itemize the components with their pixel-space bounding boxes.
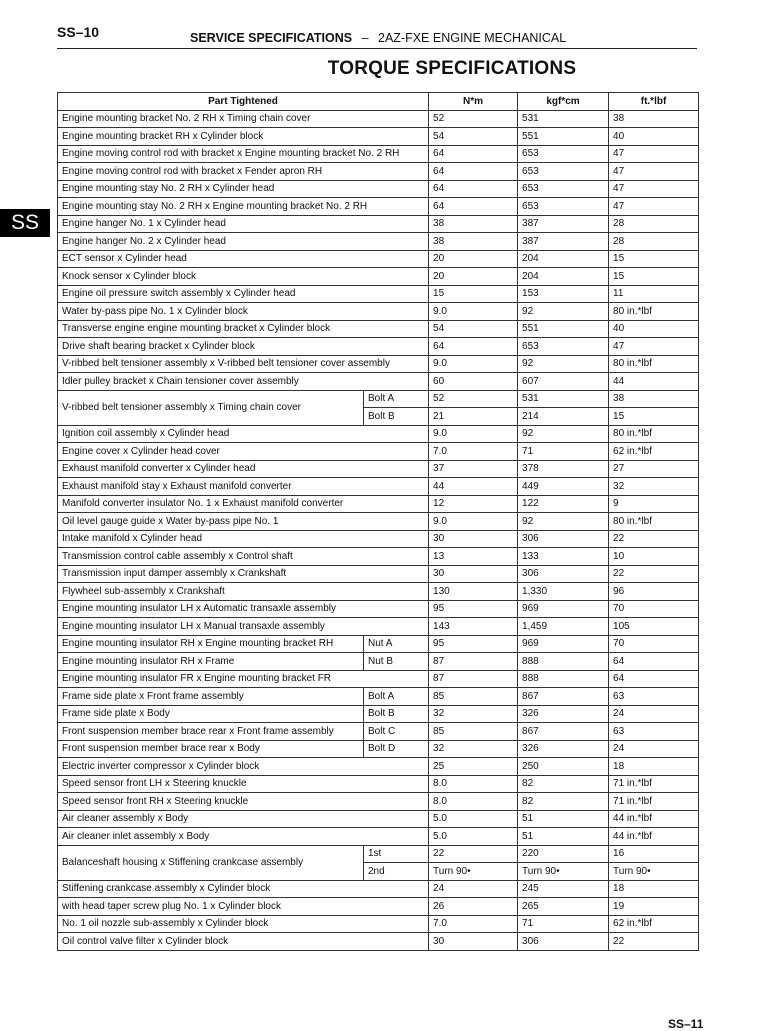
- part-cell: Oil control valve filter x Cylinder block: [58, 933, 429, 951]
- table-row: [58, 425, 699, 443]
- part-cell: with head taper screw plug No. 1 x Cylinder block: [58, 898, 429, 916]
- part-cell: Drive shaft bearing bracket x Cylinder block: [58, 338, 429, 356]
- kgfcm-cell: Turn 90•: [518, 863, 609, 881]
- kgfcm-cell: 250: [518, 758, 609, 776]
- kgfcm-cell: 867: [518, 688, 609, 706]
- nm-cell: 30: [429, 530, 518, 548]
- ftlbf-cell: 44: [609, 373, 699, 391]
- ftlbf-cell: 16: [609, 845, 699, 863]
- part-cell: Ignition coil assembly x Cylinder head: [58, 425, 429, 443]
- section-tab: SS: [0, 209, 50, 237]
- nm-cell: 32: [429, 705, 518, 723]
- part-cell: Engine mounting insulator FR x Engine mounting bracket FR: [58, 670, 429, 688]
- ftlbf-cell: 11: [609, 285, 699, 303]
- sub-label-cell: Bolt B: [364, 408, 429, 426]
- part-cell: Intake manifold x Cylinder head: [58, 530, 429, 548]
- table-row: [58, 145, 699, 163]
- ftlbf-cell: 71 in.*lbf: [609, 775, 699, 793]
- nm-cell: 12: [429, 495, 518, 513]
- nm-cell: 30: [429, 565, 518, 583]
- part-cell: Water by-pass pipe No. 1 x Cylinder block: [58, 303, 429, 321]
- part-cell: Front suspension member brace rear x Body: [58, 740, 364, 758]
- nm-cell: 24: [429, 880, 518, 898]
- nm-cell: 130: [429, 583, 518, 601]
- ftlbf-cell: 96: [609, 583, 699, 601]
- nm-cell: 20: [429, 268, 518, 286]
- nm-cell: 5.0: [429, 810, 518, 828]
- nm-cell: 9.0: [429, 513, 518, 531]
- part-cell: Air cleaner assembly x Body: [58, 810, 429, 828]
- kgfcm-cell: 204: [518, 268, 609, 286]
- part-cell: Frame side plate x Body: [58, 705, 364, 723]
- table-row: [58, 390, 699, 408]
- part-cell: Engine mounting insulator RH x Engine mounting bracket RH: [58, 635, 364, 653]
- table-row: [58, 775, 699, 793]
- table-row: [58, 565, 699, 583]
- part-cell: Manifold converter insulator No. 1 x Exhaust manifold converter: [58, 495, 429, 513]
- column-header-kgfcm: kgf*cm: [518, 93, 609, 111]
- part-cell: Engine moving control rod with bracket x Fender apron RH: [58, 163, 429, 181]
- part-cell: Electric inverter compressor x Cylinder block: [58, 758, 429, 776]
- part-cell: Idler pulley bracket x Chain tensioner cover assembly: [58, 373, 429, 391]
- kgfcm-cell: 92: [518, 425, 609, 443]
- nm-cell: 64: [429, 145, 518, 163]
- table-row: [58, 845, 699, 863]
- nm-cell: 52: [429, 110, 518, 128]
- sub-label-cell: 2nd: [364, 863, 429, 881]
- table-row: [58, 915, 699, 933]
- header-separator: –: [361, 31, 369, 45]
- nm-cell: 87: [429, 653, 518, 671]
- ftlbf-cell: 38: [609, 110, 699, 128]
- table-row: [58, 810, 699, 828]
- header-rule: [57, 48, 697, 49]
- part-cell: Transverse engine engine mounting bracket x Cylinder block: [58, 320, 429, 338]
- table-row: [58, 355, 699, 373]
- kgfcm-cell: 387: [518, 233, 609, 251]
- nm-cell: Turn 90•: [429, 863, 518, 881]
- part-cell: Balanceshaft housing x Stiffening crankcase assembly: [58, 845, 364, 880]
- kgfcm-cell: 888: [518, 653, 609, 671]
- kgfcm-cell: 92: [518, 355, 609, 373]
- kgfcm-cell: 245: [518, 880, 609, 898]
- kgfcm-cell: 82: [518, 775, 609, 793]
- kgfcm-cell: 653: [518, 163, 609, 181]
- ftlbf-cell: 18: [609, 880, 699, 898]
- ftlbf-cell: 15: [609, 408, 699, 426]
- nm-cell: 26: [429, 898, 518, 916]
- nm-cell: 85: [429, 723, 518, 741]
- nm-cell: 9.0: [429, 303, 518, 321]
- table-row: [58, 233, 699, 251]
- table-row: [58, 215, 699, 233]
- part-cell: V-ribbed belt tensioner assembly x Timing chain cover: [58, 390, 364, 425]
- sub-label-cell: 1st: [364, 845, 429, 863]
- table-row: [58, 653, 699, 671]
- part-cell: Engine mounting bracket No. 2 RH x Timing chain cover: [58, 110, 429, 128]
- kgfcm-cell: 92: [518, 513, 609, 531]
- nm-cell: 64: [429, 180, 518, 198]
- nm-cell: 7.0: [429, 443, 518, 461]
- nm-cell: 32: [429, 740, 518, 758]
- part-cell: Oil level gauge guide x Water by-pass pipe No. 1: [58, 513, 429, 531]
- ftlbf-cell: 47: [609, 163, 699, 181]
- table-row: [58, 128, 699, 146]
- kgfcm-cell: 326: [518, 705, 609, 723]
- table-row: [58, 723, 699, 741]
- part-cell: V-ribbed belt tensioner assembly x V-ribbed belt tensioner cover assembly: [58, 355, 429, 373]
- footer-page-code: SS–11: [668, 1017, 704, 1031]
- ftlbf-cell: 32: [609, 478, 699, 496]
- nm-cell: 15: [429, 285, 518, 303]
- nm-cell: 30: [429, 933, 518, 951]
- kgfcm-cell: 607: [518, 373, 609, 391]
- part-cell: Speed sensor front RH x Steering knuckle: [58, 793, 429, 811]
- nm-cell: 8.0: [429, 793, 518, 811]
- table-row: [58, 583, 699, 601]
- nm-cell: 95: [429, 635, 518, 653]
- nm-cell: 60: [429, 373, 518, 391]
- subsection-title: 2AZ-FXE ENGINE MECHANICAL: [378, 31, 567, 45]
- ftlbf-cell: 44 in.*lbf: [609, 810, 699, 828]
- table-row: [58, 793, 699, 811]
- ftlbf-cell: 22: [609, 565, 699, 583]
- part-cell: Speed sensor front LH x Steering knuckle: [58, 775, 429, 793]
- ftlbf-cell: 80 in.*lbf: [609, 303, 699, 321]
- ftlbf-cell: Turn 90•: [609, 863, 699, 881]
- part-cell: Engine moving control rod with bracket x Engine mounting bracket No. 2 RH: [58, 145, 429, 163]
- nm-cell: 25: [429, 758, 518, 776]
- sub-label-cell: Bolt A: [364, 688, 429, 706]
- kgfcm-cell: 653: [518, 338, 609, 356]
- ftlbf-cell: 28: [609, 233, 699, 251]
- sub-label-cell: Bolt D: [364, 740, 429, 758]
- kgfcm-cell: 204: [518, 250, 609, 268]
- table-row: [58, 933, 699, 951]
- table-row: [58, 268, 699, 286]
- ftlbf-cell: 10: [609, 548, 699, 566]
- table-row: [58, 250, 699, 268]
- kgfcm-cell: 888: [518, 670, 609, 688]
- sub-label-cell: Nut A: [364, 635, 429, 653]
- kgfcm-cell: 220: [518, 845, 609, 863]
- kgfcm-cell: 653: [518, 198, 609, 216]
- nm-cell: 21: [429, 408, 518, 426]
- part-cell: Engine mounting stay No. 2 RH x Cylinder head: [58, 180, 429, 198]
- kgfcm-cell: 92: [518, 303, 609, 321]
- kgfcm-cell: 531: [518, 390, 609, 408]
- kgfcm-cell: 51: [518, 828, 609, 846]
- nm-cell: 22: [429, 845, 518, 863]
- kgfcm-cell: 969: [518, 600, 609, 618]
- kgfcm-cell: 551: [518, 128, 609, 146]
- ftlbf-cell: 9: [609, 495, 699, 513]
- nm-cell: 8.0: [429, 775, 518, 793]
- column-header-nm: N*m: [429, 93, 518, 111]
- ftlbf-cell: 40: [609, 320, 699, 338]
- part-cell: Engine hanger No. 2 x Cylinder head: [58, 233, 429, 251]
- kgfcm-cell: 82: [518, 793, 609, 811]
- ftlbf-cell: 80 in.*lbf: [609, 355, 699, 373]
- part-cell: Stiffening crankcase assembly x Cylinder block: [58, 880, 429, 898]
- part-cell: Transmission input damper assembly x Crankshaft: [58, 565, 429, 583]
- sub-label-cell: Nut B: [364, 653, 429, 671]
- kgfcm-cell: 306: [518, 530, 609, 548]
- ftlbf-cell: 40: [609, 128, 699, 146]
- ftlbf-cell: 24: [609, 740, 699, 758]
- ftlbf-cell: 19: [609, 898, 699, 916]
- ftlbf-cell: 64: [609, 670, 699, 688]
- kgfcm-cell: 214: [518, 408, 609, 426]
- part-cell: Engine oil pressure switch assembly x Cylinder head: [58, 285, 429, 303]
- nm-cell: 64: [429, 198, 518, 216]
- nm-cell: 13: [429, 548, 518, 566]
- table-row: [58, 495, 699, 513]
- table-row: [58, 548, 699, 566]
- nm-cell: 37: [429, 460, 518, 478]
- part-cell: Front suspension member brace rear x Front frame assembly: [58, 723, 364, 741]
- sub-label-cell: Bolt C: [364, 723, 429, 741]
- ftlbf-cell: 18: [609, 758, 699, 776]
- ftlbf-cell: 80 in.*lbf: [609, 425, 699, 443]
- page-code: SS–10: [57, 24, 100, 40]
- nm-cell: 7.0: [429, 915, 518, 933]
- part-cell: Engine mounting stay No. 2 RH x Engine mounting bracket No. 2 RH: [58, 198, 429, 216]
- table-row: [58, 163, 699, 181]
- ftlbf-cell: 15: [609, 250, 699, 268]
- kgfcm-cell: 653: [518, 180, 609, 198]
- part-cell: Air cleaner inlet assembly x Body: [58, 828, 429, 846]
- table-row: [58, 320, 699, 338]
- table-row: [58, 828, 699, 846]
- page-title: TORQUE SPECIFICATIONS: [327, 58, 577, 79]
- nm-cell: 52: [429, 390, 518, 408]
- page-header: [190, 31, 566, 45]
- table-row: [58, 635, 699, 653]
- part-cell: Engine mounting insulator LH x Manual transaxle assembly: [58, 618, 429, 636]
- nm-cell: 54: [429, 128, 518, 146]
- kgfcm-cell: 71: [518, 443, 609, 461]
- torque-table: [57, 92, 699, 951]
- nm-cell: 44: [429, 478, 518, 496]
- table-row: [58, 688, 699, 706]
- table-row: [58, 285, 699, 303]
- ftlbf-cell: 70: [609, 635, 699, 653]
- ftlbf-cell: 63: [609, 723, 699, 741]
- kgfcm-cell: 133: [518, 548, 609, 566]
- kgfcm-cell: 449: [518, 478, 609, 496]
- nm-cell: 5.0: [429, 828, 518, 846]
- section-title: SERVICE SPECIFICATIONS: [190, 31, 353, 45]
- nm-cell: 9.0: [429, 425, 518, 443]
- table-row: [58, 303, 699, 321]
- nm-cell: 9.0: [429, 355, 518, 373]
- part-cell: ECT sensor x Cylinder head: [58, 250, 429, 268]
- table-row: [58, 705, 699, 723]
- ftlbf-cell: 28: [609, 215, 699, 233]
- part-cell: Flywheel sub-assembly x Crankshaft: [58, 583, 429, 601]
- table-row: [58, 198, 699, 216]
- ftlbf-cell: 38: [609, 390, 699, 408]
- nm-cell: 54: [429, 320, 518, 338]
- kgfcm-cell: 51: [518, 810, 609, 828]
- ftlbf-cell: 22: [609, 530, 699, 548]
- table-row: [58, 898, 699, 916]
- table-row: [58, 600, 699, 618]
- nm-cell: 85: [429, 688, 518, 706]
- ftlbf-cell: 47: [609, 145, 699, 163]
- ftlbf-cell: 24: [609, 705, 699, 723]
- ftlbf-cell: 71 in.*lbf: [609, 793, 699, 811]
- kgfcm-cell: 326: [518, 740, 609, 758]
- part-cell: Exhaust manifold converter x Cylinder head: [58, 460, 429, 478]
- kgfcm-cell: 378: [518, 460, 609, 478]
- sub-label-cell: Bolt A: [364, 390, 429, 408]
- part-cell: Exhaust manifold stay x Exhaust manifold converter: [58, 478, 429, 496]
- kgfcm-cell: 531: [518, 110, 609, 128]
- nm-cell: 20: [429, 250, 518, 268]
- sub-label-cell: Bolt B: [364, 705, 429, 723]
- table-row: [58, 740, 699, 758]
- part-cell: No. 1 oil nozzle sub-assembly x Cylinder block: [58, 915, 429, 933]
- ftlbf-cell: 62 in.*lbf: [609, 915, 699, 933]
- ftlbf-cell: 44 in.*lbf: [609, 828, 699, 846]
- ftlbf-cell: 47: [609, 338, 699, 356]
- table-row: [58, 758, 699, 776]
- ftlbf-cell: 47: [609, 198, 699, 216]
- ftlbf-cell: 47: [609, 180, 699, 198]
- column-header-part: Part Tightened: [58, 93, 429, 111]
- ftlbf-cell: 63: [609, 688, 699, 706]
- part-cell: Engine cover x Cylinder head cover: [58, 443, 429, 461]
- kgfcm-cell: 387: [518, 215, 609, 233]
- ftlbf-cell: 22: [609, 933, 699, 951]
- table-row: [58, 618, 699, 636]
- nm-cell: 95: [429, 600, 518, 618]
- part-cell: Knock sensor x Cylinder block: [58, 268, 429, 286]
- part-cell: Engine mounting bracket RH x Cylinder block: [58, 128, 429, 146]
- part-cell: Engine mounting insulator RH x Frame: [58, 653, 364, 671]
- table-row: [58, 880, 699, 898]
- kgfcm-cell: 306: [518, 565, 609, 583]
- kgfcm-cell: 1,330: [518, 583, 609, 601]
- ftlbf-cell: 62 in.*lbf: [609, 443, 699, 461]
- kgfcm-cell: 153: [518, 285, 609, 303]
- table-body: [58, 110, 699, 950]
- kgfcm-cell: 867: [518, 723, 609, 741]
- nm-cell: 87: [429, 670, 518, 688]
- nm-cell: 38: [429, 233, 518, 251]
- kgfcm-cell: 653: [518, 145, 609, 163]
- kgfcm-cell: 71: [518, 915, 609, 933]
- ftlbf-cell: 105: [609, 618, 699, 636]
- nm-cell: 143: [429, 618, 518, 636]
- kgfcm-cell: 122: [518, 495, 609, 513]
- part-cell: Engine hanger No. 1 x Cylinder head: [58, 215, 429, 233]
- table-row: [58, 338, 699, 356]
- nm-cell: 64: [429, 338, 518, 356]
- kgfcm-cell: 265: [518, 898, 609, 916]
- ftlbf-cell: 80 in.*lbf: [609, 513, 699, 531]
- table-row: [58, 373, 699, 391]
- ftlbf-cell: 27: [609, 460, 699, 478]
- ftlbf-cell: 15: [609, 268, 699, 286]
- kgfcm-cell: 551: [518, 320, 609, 338]
- table-row: [58, 670, 699, 688]
- table-row: [58, 110, 699, 128]
- ftlbf-cell: 64: [609, 653, 699, 671]
- kgfcm-cell: 306: [518, 933, 609, 951]
- table-row: [58, 443, 699, 461]
- table-header-row: [58, 93, 699, 111]
- part-cell: Transmission control cable assembly x Control shaft: [58, 548, 429, 566]
- column-header-ftlbf: ft.*lbf: [609, 93, 699, 111]
- kgfcm-cell: 969: [518, 635, 609, 653]
- part-cell: Frame side plate x Front frame assembly: [58, 688, 364, 706]
- nm-cell: 38: [429, 215, 518, 233]
- table-row: [58, 460, 699, 478]
- kgfcm-cell: 1,459: [518, 618, 609, 636]
- table-row: [58, 478, 699, 496]
- table-row: [58, 180, 699, 198]
- table-row: [58, 530, 699, 548]
- part-cell: Engine mounting insulator LH x Automatic transaxle assembly: [58, 600, 429, 618]
- table-row: [58, 513, 699, 531]
- ftlbf-cell: 70: [609, 600, 699, 618]
- nm-cell: 64: [429, 163, 518, 181]
